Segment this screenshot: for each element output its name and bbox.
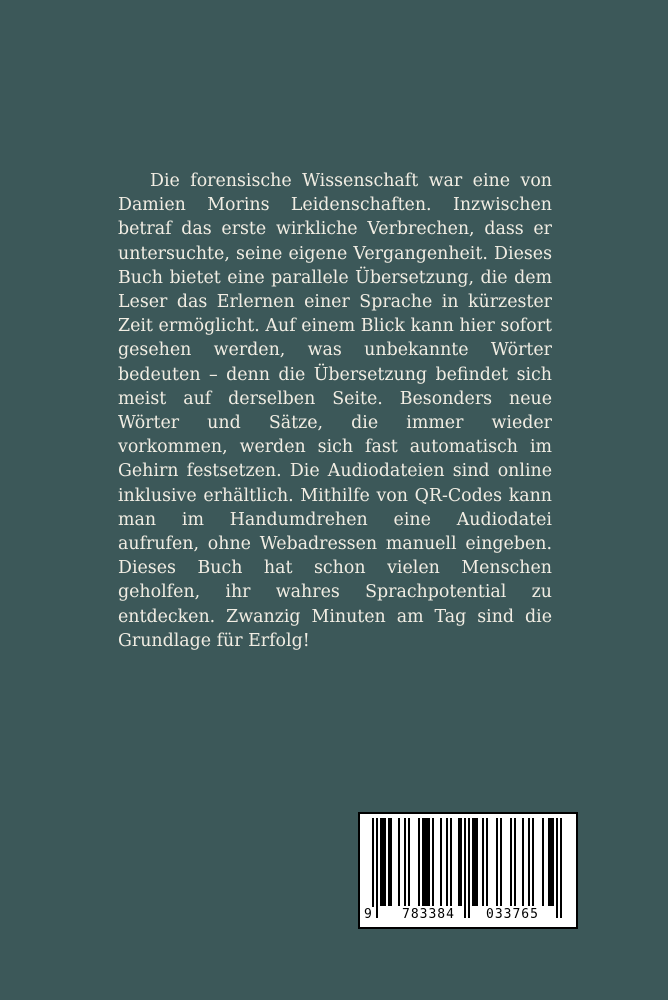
barcode-bar: [486, 818, 488, 906]
barcode-bar: [398, 818, 400, 906]
barcode-bar: [476, 818, 478, 906]
barcode-bar: [532, 818, 534, 906]
barcode-bar: [496, 818, 498, 906]
barcode-bar: [548, 818, 550, 906]
barcode-bar: [560, 818, 562, 918]
barcode-bar: [474, 818, 476, 906]
barcode-bar: [482, 818, 484, 906]
barcode-bar: [384, 818, 386, 906]
barcode-digits: [360, 907, 576, 925]
barcode-bar: [446, 818, 448, 906]
barcode-bar: [426, 818, 428, 906]
barcode-bar: [468, 818, 470, 918]
barcode-bar: [380, 818, 382, 906]
barcode-bar: [440, 818, 442, 906]
barcode-bar: [464, 818, 466, 918]
barcode-bar: [388, 818, 390, 906]
barcode-bar: [372, 818, 374, 918]
back-cover-blurb: Die forensische Wissenschaft war eine von Damien Morins Leidenschaften. Inzwischen betraf das erste wirkliche Verbrechen, dass er untersuchte, seine eigene Vergangenheit. Dieses Buch bietet eine parallele Übersetzung, die dem Leser das Erlernen einer Sprache in kürzester Zeit ermöglicht. Auf einem Blick kann hier sofort gesehen werden, was unbekannte Wörter bedeuten – denn die Übersetzung befindet sich meist auf derselben Seite. Besonders neue Wörter und Sätze, die immer wieder vorkommen, werden sich fast automatisch im Gehirn festsetzen. Die Audiodateien sind online inklusive erhältlich. Mithilfe von QR-Codes kann man im Handumdrehen eine Audiodatei aufrufen, ohne Webadressen manuell eingeben. Dieses Buch hat schon vielen Menschen geholfen, ihr wahres Sprachpotential zu entdecken. Zwanzig Minuten am Tag sind die Grundlage für Erfolg!: [118, 171, 552, 651]
barcode-bar: [376, 818, 378, 918]
barcode-prefix-digit: 9: [364, 907, 373, 922]
barcode-bar: [510, 818, 512, 906]
barcode-bar: [514, 818, 516, 906]
barcode-bar: [382, 818, 384, 906]
barcode-bar: [458, 818, 460, 906]
barcode-bar: [422, 818, 424, 906]
barcode-bar: [550, 818, 552, 906]
barcode-bar: [500, 818, 502, 906]
barcode-bar: [424, 818, 426, 906]
barcode-bar: [404, 818, 406, 906]
barcode-right-digits: 033765: [486, 907, 539, 922]
barcode-bar: [528, 818, 530, 906]
barcode-bar: [418, 818, 420, 906]
barcode-bar: [552, 818, 554, 906]
barcode-bar: [390, 818, 392, 906]
barcode-bar: [460, 818, 462, 906]
barcode-bar: [542, 818, 544, 906]
barcode-bar: [472, 818, 474, 906]
barcode-bar: [556, 818, 558, 918]
barcode-bar: [432, 818, 434, 906]
isbn-barcode: [358, 812, 578, 929]
barcode-bar: [450, 818, 452, 906]
barcode-bar: [408, 818, 410, 906]
barcode-bar: [428, 818, 430, 906]
barcode-left-digits: 783384: [402, 907, 455, 922]
barcode-bar: [522, 818, 524, 906]
